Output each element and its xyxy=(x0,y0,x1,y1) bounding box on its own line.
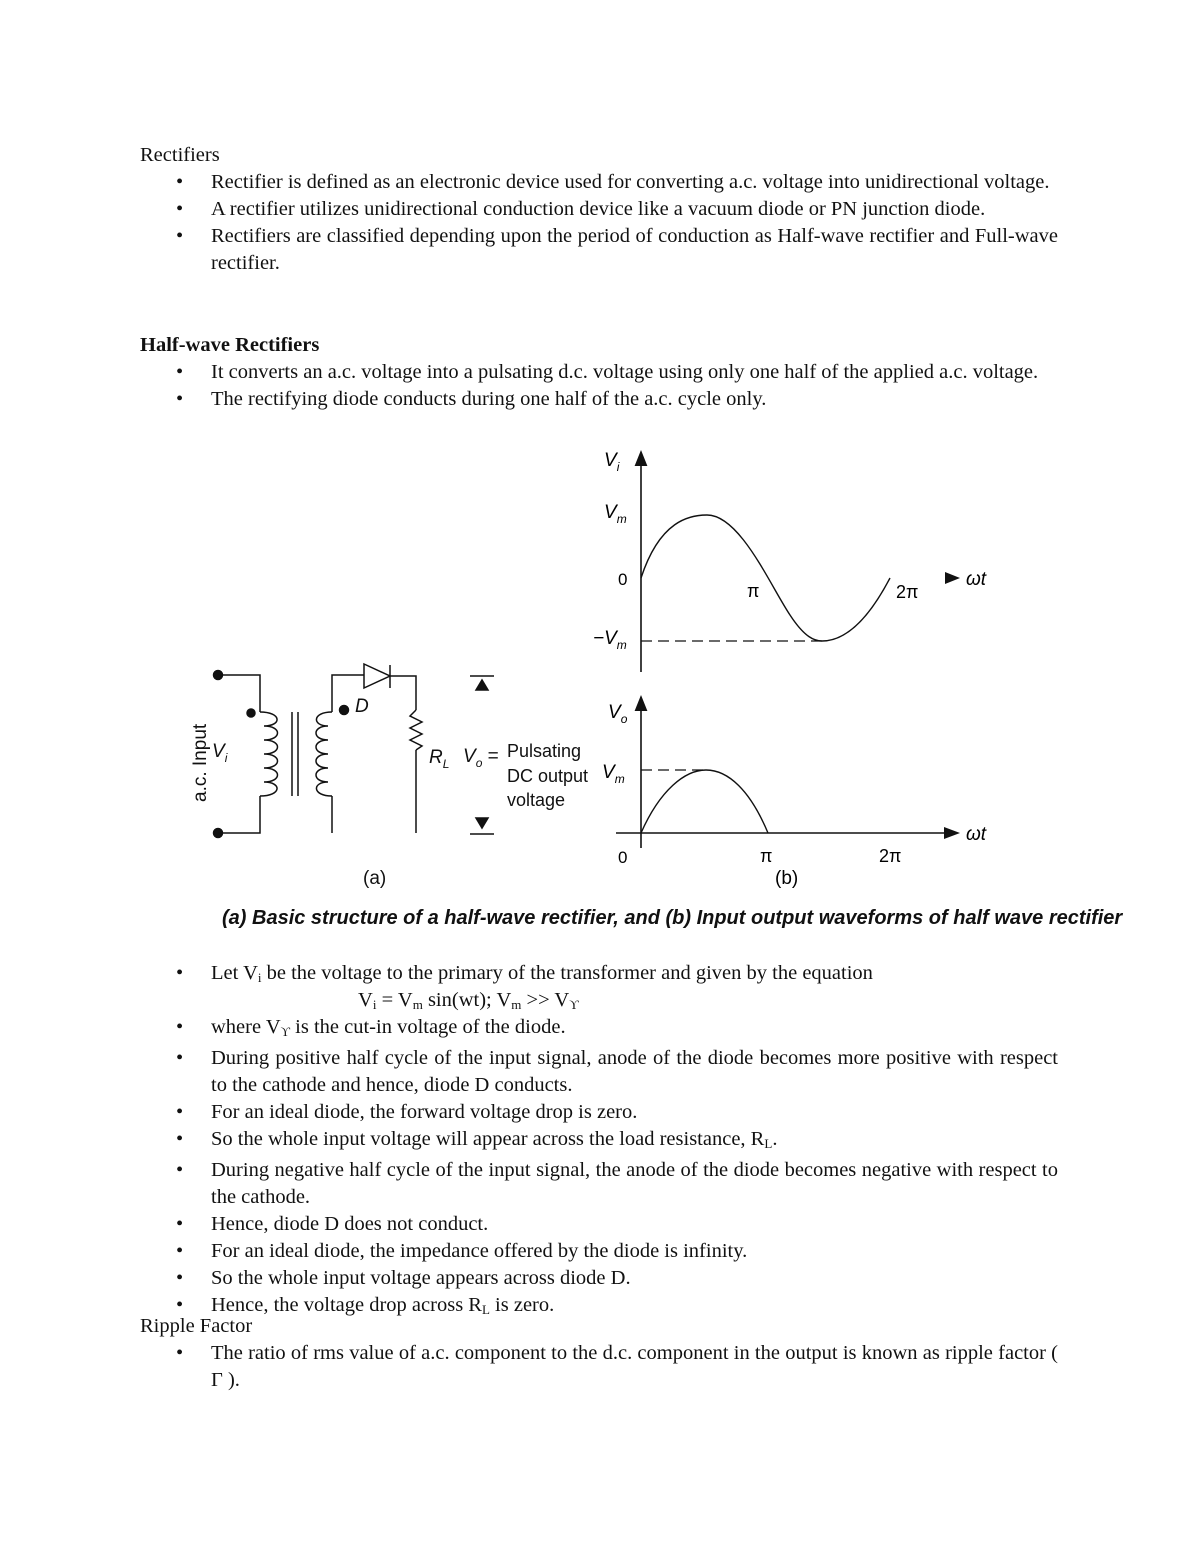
list-item: • So the whole input voltage will appear across the load resistance, $R_L$. xyxy=(176,1128,778,1151)
section-title-rectifiers: Rectifiers xyxy=(140,144,220,166)
section-title-ripple-factor: Ripple Factor xyxy=(140,1315,253,1337)
list-item: • Hence, diode D does not conduct. xyxy=(140,1211,1058,1238)
list-item: • Hence, the voltage drop across $R_L$ is zero. xyxy=(176,1294,555,1317)
half-wave-figure xyxy=(0,440,1200,900)
output-vm-label: $V_m$ xyxy=(602,762,625,786)
input-2pi-label: 2π xyxy=(896,582,919,602)
list-item: • For an ideal diode, the forward voltage drop is zero. xyxy=(140,1099,1058,1126)
list-item: • Rectifiers are classified depending upon the period of conduction as Half-wave rectifier and Full-wave rectifier. xyxy=(176,225,1058,274)
ripple-list xyxy=(140,1340,1058,1394)
bullet-glyph: • xyxy=(176,361,184,383)
bullet-glyph: • xyxy=(176,198,184,220)
equation: $V_i = V_m$ sin(wt); $V_m >> V_ϒ$ xyxy=(358,989,579,1012)
wire-input-top xyxy=(218,675,260,712)
output-y-label: $V_o$ xyxy=(608,702,628,726)
input-x-label: ωt xyxy=(966,569,987,590)
primary-coil xyxy=(260,712,278,796)
list-item: • For an ideal diode, the impedance offered by the diode is infinity. xyxy=(140,1238,1058,1265)
vi-label: $V_i$ xyxy=(212,741,228,765)
bullet-glyph: • xyxy=(176,1016,184,1038)
circuit-diagram xyxy=(214,664,495,838)
bullet-glyph: • xyxy=(176,1213,184,1235)
secondary-dot xyxy=(340,706,349,715)
output-marker-bottom-arrow-icon xyxy=(476,818,488,828)
bullet-glyph: • xyxy=(176,1159,184,1181)
primary-dot xyxy=(247,709,255,717)
input-neg-vm-label: $-V_m$ xyxy=(593,628,627,652)
input-zero-label: 0 xyxy=(618,570,628,589)
rl-label: $R_L$ xyxy=(429,747,450,771)
bullet-glyph: • xyxy=(176,1047,184,1069)
pulsating-label-2: DC output xyxy=(507,766,589,786)
input-pi-label: π xyxy=(747,581,760,601)
bullet-glyph: • xyxy=(176,225,184,247)
pulsating-label-3: voltage xyxy=(507,790,566,810)
diode-symbol xyxy=(364,664,390,688)
wire-diode-to-load xyxy=(390,676,416,710)
output-half-sine xyxy=(641,770,768,833)
load-resistor xyxy=(410,710,422,750)
output-2pi-label: 2π xyxy=(879,846,902,866)
list-item: • During positive half cycle of the input signal, anode of the diode becomes more positive with respect to the cathode and hence, diode D conducts. xyxy=(176,1047,1058,1096)
input-y-label: $V_i$ xyxy=(604,450,620,474)
output-waveform xyxy=(602,702,987,889)
output-pi-label: π xyxy=(760,846,773,866)
list-item: • The rectifying diode conducts during one half of the a.c. cycle only. xyxy=(140,386,1058,413)
output-axis-arrow-icon xyxy=(944,827,960,839)
output-tag: (b) xyxy=(775,868,799,889)
section-title-half-wave: Half-wave Rectifiers xyxy=(140,334,320,356)
list-item: • So the whole input voltage appears across diode D. xyxy=(140,1265,1058,1292)
output-x-label: ωt xyxy=(966,824,987,845)
bullet-glyph: • xyxy=(176,962,184,984)
output-marker-top-arrow-icon xyxy=(476,680,488,690)
input-sine-curve xyxy=(641,515,890,641)
vo-label: $V_o$ = xyxy=(463,746,499,770)
wire-input-bottom xyxy=(218,796,260,833)
list-item: • where $V_ϒ$ is the cut-in voltage of the diode. xyxy=(176,1016,566,1039)
bullet-glyph: • xyxy=(176,1294,184,1316)
input-axis-arrow-icon xyxy=(945,572,960,584)
circuit-tag: (a) xyxy=(363,868,387,889)
bullet-glyph: • xyxy=(176,1267,184,1289)
bullet-glyph: • xyxy=(176,171,184,193)
list-item: • The ratio of rms value of a.c. component to the d.c. component in the output is known as ripple factor ( Γ ). xyxy=(176,1342,1058,1391)
explanation-list-1 xyxy=(140,960,1058,991)
list-item: • Rectifier is defined as an electronic device used for converting a.c. voltage into unidirectional voltage. xyxy=(140,169,1058,196)
output-zero-label: 0 xyxy=(618,848,628,867)
input-vm-label: $V_m$ xyxy=(604,502,627,526)
list-item: • Let $V_i$ be the voltage to the primary of the transformer and given by the equation xyxy=(176,962,873,985)
bullet-glyph: • xyxy=(176,1101,184,1123)
list-item: • A rectifier utilizes unidirectional conduction device like a vacuum diode or PN junction diode. xyxy=(140,196,1058,223)
list-item: • It converts an a.c. voltage into a pulsating d.c. voltage using only one half of the applied a.c. voltage. xyxy=(140,359,1058,386)
rectifiers-list xyxy=(140,169,1058,277)
figure-caption: (a) Basic structure of a half-wave rectifier, and (b) Input output waveforms of half wave rectifier xyxy=(222,907,1123,929)
circuit-labels xyxy=(190,696,588,889)
bullet-glyph: • xyxy=(176,1342,184,1364)
half-wave-list xyxy=(140,359,1058,413)
secondary-coil xyxy=(316,712,332,796)
pulsating-label-1: Pulsating xyxy=(507,741,582,761)
input-waveform xyxy=(593,450,987,672)
bullet-glyph: • xyxy=(176,1240,184,1262)
diode-label: D xyxy=(355,696,369,717)
list-item: • During negative half cycle of the input signal, the anode of the diode becomes negative with respect to the cathode. xyxy=(176,1159,1058,1208)
bullet-glyph: • xyxy=(176,388,184,410)
bullet-glyph: • xyxy=(176,1128,184,1150)
ac-input-label: a.c. Input xyxy=(190,723,211,802)
explanation-list-2 xyxy=(140,1014,1058,1323)
